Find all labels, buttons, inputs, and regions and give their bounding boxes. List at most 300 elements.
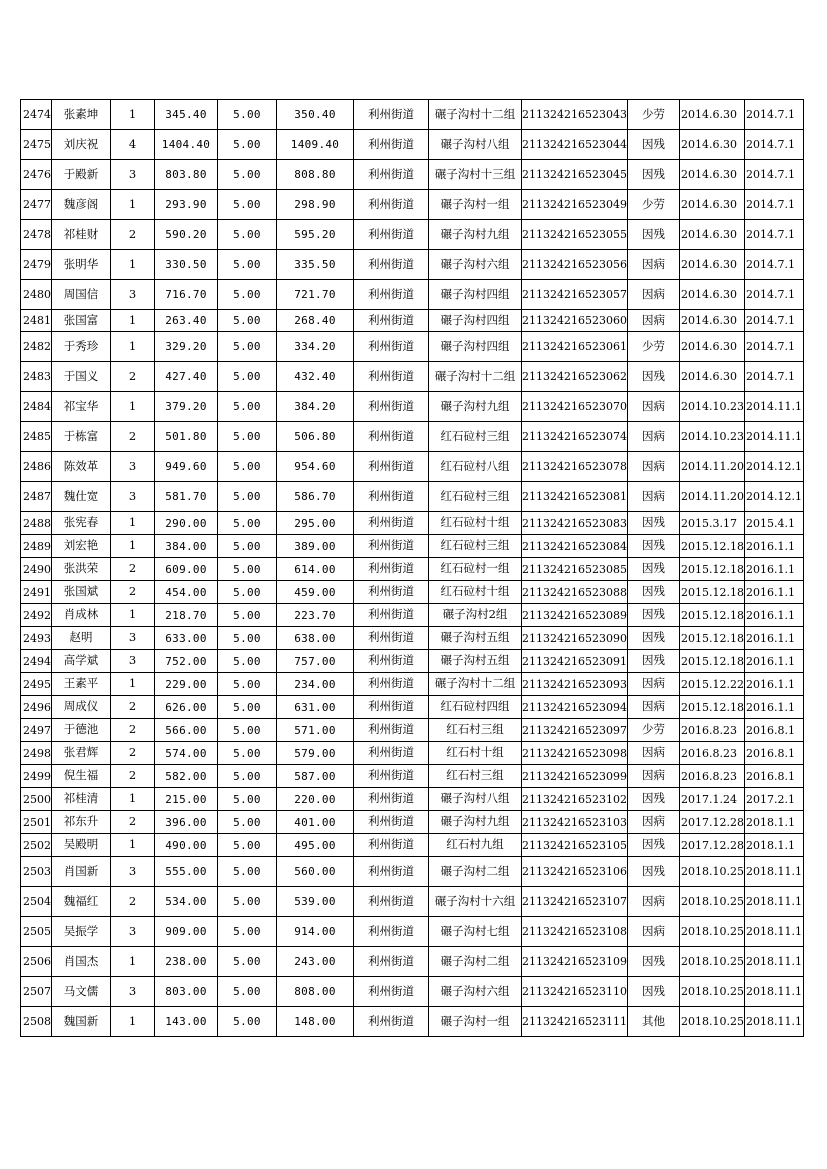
cell-person-name: 祁东升 <box>52 811 111 834</box>
cell-extra-amount: 5.00 <box>218 392 277 422</box>
cell-total-amount: 631.00 <box>277 696 354 719</box>
table-row <box>21 280 804 310</box>
cell-extra-amount: 5.00 <box>218 581 277 604</box>
cell-id-code: 211324216523057 <box>522 280 628 310</box>
cell-total-amount: 148.00 <box>277 1007 354 1037</box>
cell-extra-amount: 5.00 <box>218 1007 277 1037</box>
cell-person-name: 张国富 <box>52 310 111 332</box>
cell-approval-date: 2016.8.23 <box>679 719 744 742</box>
cell-village-group: 碾子沟村十二组 <box>429 100 522 130</box>
cell-total-amount: 220.00 <box>277 788 354 811</box>
cell-extra-amount: 5.00 <box>218 422 277 452</box>
table-row <box>21 627 804 650</box>
cell-base-amount: 581.70 <box>155 482 218 512</box>
cell-base-amount: 396.00 <box>155 811 218 834</box>
cell-person-name: 张明华 <box>52 250 111 280</box>
cell-street: 利州街道 <box>354 834 429 857</box>
cell-id-code: 211324216523105 <box>522 834 628 857</box>
cell-total-amount: 401.00 <box>277 811 354 834</box>
cell-start-date: 2018.11.1 <box>744 857 803 887</box>
cell-street: 利州街道 <box>354 482 429 512</box>
cell-id-code: 211324216523093 <box>522 673 628 696</box>
cell-base-amount: 716.70 <box>155 280 218 310</box>
cell-village-group: 红石砬村十组 <box>429 512 522 535</box>
table-row <box>21 696 804 719</box>
cell-id-code: 211324216523110 <box>522 977 628 1007</box>
cell-approval-date: 2018.10.25 <box>679 917 744 947</box>
cell-id-code: 211324216523111 <box>522 1007 628 1037</box>
cell-row-number: 2491 <box>21 581 52 604</box>
cell-village-group: 碾子沟村四组 <box>429 310 522 332</box>
cell-reason: 因病 <box>627 765 679 788</box>
cell-street: 利州街道 <box>354 917 429 947</box>
cell-extra-amount: 5.00 <box>218 310 277 332</box>
cell-village-group: 碾子沟村四组 <box>429 332 522 362</box>
cell-start-date: 2018.11.1 <box>744 1007 803 1037</box>
cell-base-amount: 330.50 <box>155 250 218 280</box>
cell-total-amount: 539.00 <box>277 887 354 917</box>
cell-street: 利州街道 <box>354 190 429 220</box>
cell-start-date: 2016.1.1 <box>744 558 803 581</box>
cell-id-code: 211324216523107 <box>522 887 628 917</box>
cell-village-group: 碾子沟村十二组 <box>429 362 522 392</box>
cell-reason: 因残 <box>627 650 679 673</box>
cell-start-date: 2014.7.1 <box>744 190 803 220</box>
cell-base-amount: 454.00 <box>155 581 218 604</box>
cell-start-date: 2014.7.1 <box>744 280 803 310</box>
cell-start-date: 2014.11.1 <box>744 392 803 422</box>
cell-village-group: 碾子沟村四组 <box>429 280 522 310</box>
cell-household-size: 1 <box>111 512 155 535</box>
cell-reason: 因残 <box>627 362 679 392</box>
cell-approval-date: 2017.1.24 <box>679 788 744 811</box>
cell-row-number: 2495 <box>21 673 52 696</box>
cell-reason: 因残 <box>627 220 679 250</box>
cell-reason: 因病 <box>627 280 679 310</box>
cell-reason: 因残 <box>627 788 679 811</box>
cell-reason: 因残 <box>627 857 679 887</box>
cell-person-name: 于殿新 <box>52 160 111 190</box>
cell-extra-amount: 5.00 <box>218 857 277 887</box>
cell-start-date: 2018.11.1 <box>744 947 803 977</box>
cell-street: 利州街道 <box>354 650 429 673</box>
cell-start-date: 2016.1.1 <box>744 604 803 627</box>
cell-total-amount: 495.00 <box>277 834 354 857</box>
cell-approval-date: 2015.12.18 <box>679 696 744 719</box>
table-row <box>21 581 804 604</box>
cell-id-code: 211324216523060 <box>522 310 628 332</box>
cell-extra-amount: 5.00 <box>218 558 277 581</box>
table-row <box>21 673 804 696</box>
cell-reason: 因病 <box>627 250 679 280</box>
table-row <box>21 190 804 220</box>
cell-village-group: 红石砬村三组 <box>429 535 522 558</box>
cell-person-name: 吴振学 <box>52 917 111 947</box>
cell-household-size: 1 <box>111 310 155 332</box>
cell-reason: 因残 <box>627 627 679 650</box>
cell-row-number: 2497 <box>21 719 52 742</box>
cell-village-group: 碾子沟村九组 <box>429 811 522 834</box>
cell-id-code: 211324216523085 <box>522 558 628 581</box>
cell-extra-amount: 5.00 <box>218 977 277 1007</box>
cell-approval-date: 2014.6.30 <box>679 280 744 310</box>
table-row <box>21 558 804 581</box>
cell-village-group: 碾子沟村六组 <box>429 977 522 1007</box>
cell-household-size: 2 <box>111 581 155 604</box>
table-row <box>21 100 804 130</box>
cell-extra-amount: 5.00 <box>218 332 277 362</box>
cell-approval-date: 2014.11.20 <box>679 482 744 512</box>
cell-base-amount: 329.20 <box>155 332 218 362</box>
cell-row-number: 2475 <box>21 130 52 160</box>
cell-extra-amount: 5.00 <box>218 535 277 558</box>
cell-id-code: 211324216523045 <box>522 160 628 190</box>
cell-street: 利州街道 <box>354 719 429 742</box>
cell-village-group: 碾子沟村十六组 <box>429 887 522 917</box>
cell-id-code: 211324216523083 <box>522 512 628 535</box>
cell-extra-amount: 5.00 <box>218 190 277 220</box>
cell-start-date: 2016.8.1 <box>744 742 803 765</box>
cell-id-code: 211324216523056 <box>522 250 628 280</box>
cell-reason: 因病 <box>627 917 679 947</box>
cell-household-size: 1 <box>111 834 155 857</box>
cell-household-size: 3 <box>111 650 155 673</box>
cell-household-size: 3 <box>111 482 155 512</box>
cell-household-size: 1 <box>111 250 155 280</box>
cell-approval-date: 2014.10.23 <box>679 422 744 452</box>
cell-row-number: 2481 <box>21 310 52 332</box>
cell-person-name: 刘宏艳 <box>52 535 111 558</box>
cell-base-amount: 427.40 <box>155 362 218 392</box>
cell-total-amount: 335.50 <box>277 250 354 280</box>
cell-approval-date: 2015.3.17 <box>679 512 744 535</box>
cell-base-amount: 379.20 <box>155 392 218 422</box>
cell-start-date: 2016.1.1 <box>744 696 803 719</box>
cell-row-number: 2499 <box>21 765 52 788</box>
cell-approval-date: 2015.12.18 <box>679 581 744 604</box>
cell-person-name: 马文儒 <box>52 977 111 1007</box>
cell-street: 利州街道 <box>354 857 429 887</box>
cell-id-code: 211324216523089 <box>522 604 628 627</box>
cell-approval-date: 2015.12.18 <box>679 650 744 673</box>
table-row <box>21 947 804 977</box>
cell-approval-date: 2014.6.30 <box>679 160 744 190</box>
cell-total-amount: 350.40 <box>277 100 354 130</box>
cell-street: 利州街道 <box>354 512 429 535</box>
cell-id-code: 211324216523099 <box>522 765 628 788</box>
cell-person-name: 于德池 <box>52 719 111 742</box>
cell-row-number: 2492 <box>21 604 52 627</box>
cell-start-date: 2016.1.1 <box>744 535 803 558</box>
cell-street: 利州街道 <box>354 1007 429 1037</box>
cell-start-date: 2014.7.1 <box>744 220 803 250</box>
cell-person-name: 倪生福 <box>52 765 111 788</box>
cell-street: 利州街道 <box>354 280 429 310</box>
cell-person-name: 祁桂财 <box>52 220 111 250</box>
cell-row-number: 2504 <box>21 887 52 917</box>
cell-village-group: 红石砬村四组 <box>429 696 522 719</box>
cell-total-amount: 234.00 <box>277 673 354 696</box>
cell-start-date: 2014.7.1 <box>744 362 803 392</box>
cell-village-group: 碾子沟村二组 <box>429 857 522 887</box>
cell-person-name: 肖成林 <box>52 604 111 627</box>
table-row <box>21 887 804 917</box>
cell-id-code: 211324216523090 <box>522 627 628 650</box>
cell-row-number: 2486 <box>21 452 52 482</box>
cell-person-name: 周成仪 <box>52 696 111 719</box>
cell-street: 利州街道 <box>354 392 429 422</box>
cell-base-amount: 263.40 <box>155 310 218 332</box>
cell-row-number: 2502 <box>21 834 52 857</box>
cell-approval-date: 2015.12.22 <box>679 673 744 696</box>
cell-household-size: 2 <box>111 765 155 788</box>
cell-reason: 因残 <box>627 947 679 977</box>
cell-approval-date: 2018.10.25 <box>679 1007 744 1037</box>
cell-id-code: 211324216523074 <box>522 422 628 452</box>
table-row <box>21 422 804 452</box>
cell-household-size: 1 <box>111 604 155 627</box>
cell-street: 利州街道 <box>354 742 429 765</box>
cell-approval-date: 2014.6.30 <box>679 310 744 332</box>
cell-approval-date: 2014.6.30 <box>679 130 744 160</box>
cell-person-name: 张君辉 <box>52 742 111 765</box>
cell-start-date: 2016.1.1 <box>744 627 803 650</box>
table-row <box>21 650 804 673</box>
cell-person-name: 张洪荣 <box>52 558 111 581</box>
cell-start-date: 2016.1.1 <box>744 673 803 696</box>
cell-id-code: 211324216523044 <box>522 130 628 160</box>
cell-extra-amount: 5.00 <box>218 887 277 917</box>
cell-row-number: 2478 <box>21 220 52 250</box>
cell-extra-amount: 5.00 <box>218 742 277 765</box>
cell-row-number: 2501 <box>21 811 52 834</box>
cell-total-amount: 757.00 <box>277 650 354 673</box>
cell-reason: 因病 <box>627 742 679 765</box>
cell-start-date: 2014.7.1 <box>744 160 803 190</box>
table-row <box>21 512 804 535</box>
table-row <box>21 332 804 362</box>
cell-street: 利州街道 <box>354 977 429 1007</box>
cell-street: 利州街道 <box>354 332 429 362</box>
cell-reason: 因病 <box>627 811 679 834</box>
cell-start-date: 2017.2.1 <box>744 788 803 811</box>
cell-household-size: 2 <box>111 220 155 250</box>
cell-row-number: 2505 <box>21 917 52 947</box>
cell-start-date: 2018.11.1 <box>744 917 803 947</box>
cell-street: 利州街道 <box>354 100 429 130</box>
cell-id-code: 211324216523070 <box>522 392 628 422</box>
cell-reason: 少劳 <box>627 332 679 362</box>
cell-base-amount: 574.00 <box>155 742 218 765</box>
cell-total-amount: 595.20 <box>277 220 354 250</box>
cell-id-code: 211324216523097 <box>522 719 628 742</box>
cell-base-amount: 384.00 <box>155 535 218 558</box>
cell-person-name: 张素坤 <box>52 100 111 130</box>
table-row <box>21 834 804 857</box>
cell-reason: 因残 <box>627 535 679 558</box>
table-row <box>21 719 804 742</box>
cell-start-date: 2014.12.1 <box>744 482 803 512</box>
table-row <box>21 482 804 512</box>
cell-base-amount: 238.00 <box>155 947 218 977</box>
cell-total-amount: 586.70 <box>277 482 354 512</box>
cell-village-group: 碾子沟村九组 <box>429 392 522 422</box>
cell-total-amount: 587.00 <box>277 765 354 788</box>
cell-village-group: 碾子沟村八组 <box>429 130 522 160</box>
cell-total-amount: 243.00 <box>277 947 354 977</box>
cell-approval-date: 2014.6.30 <box>679 220 744 250</box>
cell-id-code: 211324216523062 <box>522 362 628 392</box>
cell-person-name: 祁宝华 <box>52 392 111 422</box>
cell-base-amount: 609.00 <box>155 558 218 581</box>
cell-base-amount: 590.20 <box>155 220 218 250</box>
cell-household-size: 2 <box>111 422 155 452</box>
cell-village-group: 红石村九组 <box>429 834 522 857</box>
table-row <box>21 310 804 332</box>
cell-person-name: 魏福红 <box>52 887 111 917</box>
table-row <box>21 857 804 887</box>
cell-household-size: 4 <box>111 130 155 160</box>
cell-extra-amount: 5.00 <box>218 696 277 719</box>
cell-village-group: 碾子沟村一组 <box>429 190 522 220</box>
cell-person-name: 张宪春 <box>52 512 111 535</box>
cell-extra-amount: 5.00 <box>218 719 277 742</box>
cell-street: 利州街道 <box>354 250 429 280</box>
cell-row-number: 2484 <box>21 392 52 422</box>
cell-id-code: 211324216523084 <box>522 535 628 558</box>
cell-extra-amount: 5.00 <box>218 947 277 977</box>
cell-start-date: 2018.1.1 <box>744 811 803 834</box>
cell-household-size: 3 <box>111 977 155 1007</box>
cell-extra-amount: 5.00 <box>218 362 277 392</box>
cell-base-amount: 501.80 <box>155 422 218 452</box>
cell-base-amount: 218.70 <box>155 604 218 627</box>
cell-street: 利州街道 <box>354 811 429 834</box>
cell-street: 利州街道 <box>354 310 429 332</box>
cell-total-amount: 223.70 <box>277 604 354 627</box>
cell-extra-amount: 5.00 <box>218 673 277 696</box>
cell-household-size: 3 <box>111 627 155 650</box>
cell-village-group: 碾子沟村五组 <box>429 650 522 673</box>
cell-reason: 因残 <box>627 160 679 190</box>
cell-total-amount: 638.00 <box>277 627 354 650</box>
cell-household-size: 1 <box>111 535 155 558</box>
cell-start-date: 2014.7.1 <box>744 130 803 160</box>
cell-start-date: 2018.1.1 <box>744 834 803 857</box>
cell-row-number: 2476 <box>21 160 52 190</box>
cell-approval-date: 2014.11.20 <box>679 452 744 482</box>
cell-start-date: 2014.7.1 <box>744 250 803 280</box>
cell-household-size: 1 <box>111 392 155 422</box>
cell-person-name: 魏彦阁 <box>52 190 111 220</box>
cell-person-name: 吴殿明 <box>52 834 111 857</box>
cell-street: 利州街道 <box>354 673 429 696</box>
cell-person-name: 祁桂清 <box>52 788 111 811</box>
cell-base-amount: 215.00 <box>155 788 218 811</box>
cell-base-amount: 534.00 <box>155 887 218 917</box>
cell-household-size: 1 <box>111 1007 155 1037</box>
cell-extra-amount: 5.00 <box>218 604 277 627</box>
cell-street: 利州街道 <box>354 696 429 719</box>
cell-household-size: 2 <box>111 742 155 765</box>
cell-id-code: 211324216523043 <box>522 100 628 130</box>
cell-street: 利州街道 <box>354 160 429 190</box>
cell-start-date: 2018.11.1 <box>744 977 803 1007</box>
cell-total-amount: 389.00 <box>277 535 354 558</box>
cell-row-number: 2493 <box>21 627 52 650</box>
cell-row-number: 2479 <box>21 250 52 280</box>
cell-row-number: 2506 <box>21 947 52 977</box>
cell-total-amount: 334.20 <box>277 332 354 362</box>
cell-person-name: 王素平 <box>52 673 111 696</box>
cell-extra-amount: 5.00 <box>218 788 277 811</box>
cell-reason: 少劳 <box>627 190 679 220</box>
cell-id-code: 211324216523106 <box>522 857 628 887</box>
cell-base-amount: 143.00 <box>155 1007 218 1037</box>
cell-household-size: 3 <box>111 280 155 310</box>
cell-row-number: 2483 <box>21 362 52 392</box>
cell-id-code: 211324216523103 <box>522 811 628 834</box>
cell-start-date: 2014.11.1 <box>744 422 803 452</box>
cell-start-date: 2014.7.1 <box>744 332 803 362</box>
records-table <box>20 99 804 1037</box>
table-row <box>21 765 804 788</box>
cell-extra-amount: 5.00 <box>218 482 277 512</box>
cell-row-number: 2480 <box>21 280 52 310</box>
cell-id-code: 211324216523055 <box>522 220 628 250</box>
cell-street: 利州街道 <box>354 627 429 650</box>
cell-village-group: 碾子沟村九组 <box>429 220 522 250</box>
cell-total-amount: 579.00 <box>277 742 354 765</box>
table-row <box>21 160 804 190</box>
cell-total-amount: 432.40 <box>277 362 354 392</box>
cell-id-code: 211324216523102 <box>522 788 628 811</box>
cell-id-code: 211324216523061 <box>522 332 628 362</box>
cell-village-group: 碾子沟村五组 <box>429 627 522 650</box>
cell-village-group: 碾子沟村六组 <box>429 250 522 280</box>
cell-person-name: 魏国新 <box>52 1007 111 1037</box>
cell-village-group: 碾子沟村十二组 <box>429 673 522 696</box>
cell-reason: 因病 <box>627 392 679 422</box>
cell-approval-date: 2014.6.30 <box>679 362 744 392</box>
cell-approval-date: 2014.6.30 <box>679 100 744 130</box>
cell-reason: 因残 <box>627 604 679 627</box>
cell-reason: 少劳 <box>627 100 679 130</box>
cell-base-amount: 633.00 <box>155 627 218 650</box>
cell-extra-amount: 5.00 <box>218 250 277 280</box>
cell-id-code: 211324216523108 <box>522 917 628 947</box>
cell-extra-amount: 5.00 <box>218 917 277 947</box>
cell-row-number: 2498 <box>21 742 52 765</box>
cell-total-amount: 614.00 <box>277 558 354 581</box>
cell-household-size: 2 <box>111 811 155 834</box>
cell-street: 利州街道 <box>354 422 429 452</box>
cell-household-size: 1 <box>111 100 155 130</box>
cell-approval-date: 2015.12.18 <box>679 535 744 558</box>
table-row <box>21 362 804 392</box>
cell-reason: 因残 <box>627 581 679 604</box>
cell-household-size: 1 <box>111 673 155 696</box>
cell-start-date: 2016.1.1 <box>744 650 803 673</box>
table-row <box>21 452 804 482</box>
cell-approval-date: 2018.10.25 <box>679 887 744 917</box>
cell-reason: 因病 <box>627 887 679 917</box>
cell-reason: 因病 <box>627 310 679 332</box>
cell-start-date: 2016.8.1 <box>744 719 803 742</box>
cell-reason: 因残 <box>627 558 679 581</box>
cell-id-code: 211324216523091 <box>522 650 628 673</box>
cell-village-group: 碾子沟村八组 <box>429 788 522 811</box>
